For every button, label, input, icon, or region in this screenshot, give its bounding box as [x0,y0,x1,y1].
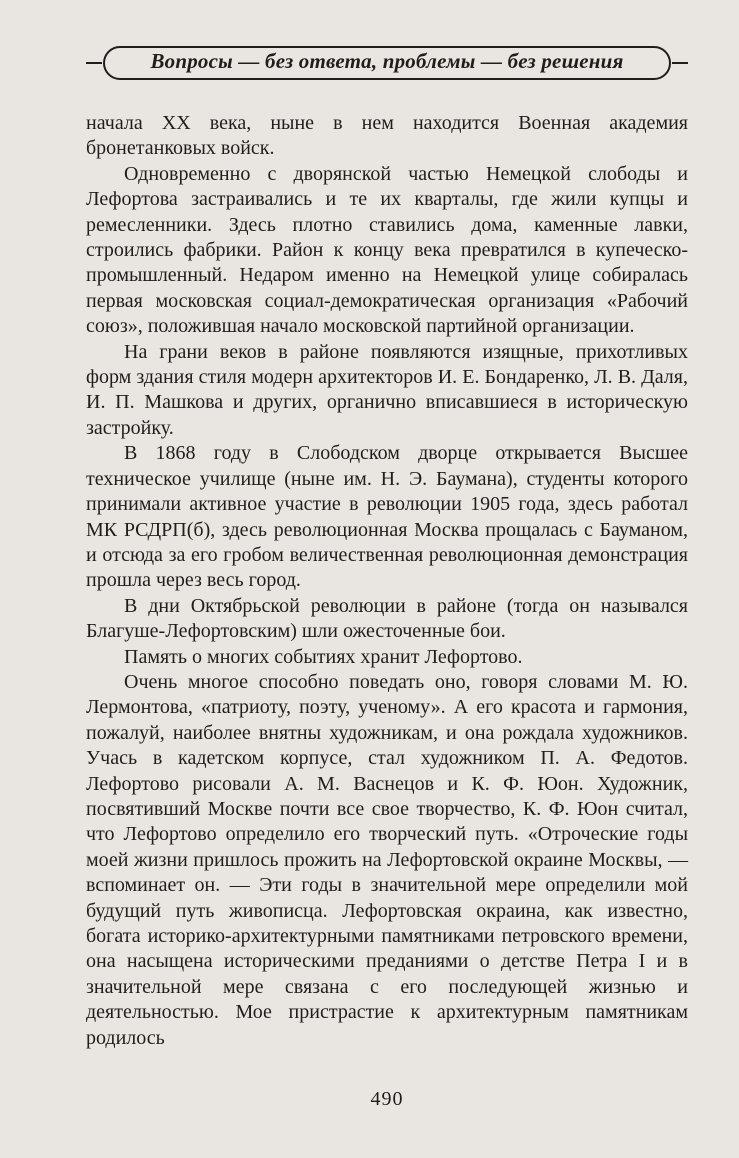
chapter-title: Вопросы — без ответа, проблемы — без решения [103,46,671,80]
body-paragraph: Одновременно с дворянской частью Немецкой слободы и Лефортова застраивались и те их кварталы, где жили купцы и ремесленники. Здесь плотно ставились дома, каменные лавки, строились фабрики. Район к концу века превратился в купеческо-промышленный. Недаром именно на Немецкой улице собиралась первая московская социал-демократическая организация «Рабочий союз», положившая начало московской партийной организации. [86,162,688,338]
running-head [86,46,688,80]
body-paragraph: В дни Октябрьской революции в районе (тогда он назывался Благуше-Лефортовским) шли ожесточенные бои. [86,594,688,643]
page-number: 490 [370,1088,404,1110]
header-rule-right [672,62,688,64]
book-page [86,46,688,1051]
body-paragraph: В 1868 году в Слободском дворце открывается Высшее техническое училище (ныне им. Н. Э. Баумана), студенты которого принимали активное участие в революции 1905 года, здесь работал МК РСДРП(б), здесь революционная Москва прощалась с Бауманом, и отсюда за его гробом величественная революционная демонстрация прошла через весь город. [86,442,688,592]
body-paragraph: начала XX века, ныне в нем находится Военная академия бронетанковых войск. [86,112,688,160]
header-rule-left [86,62,102,64]
body-text [86,111,688,1051]
body-paragraph: Очень многое способно поведать оно, говоря словами М. Ю. Лермонтова, «патриоту, поэту, ученому». А его красота и гармония, пожалуй, наиболее внятны художникам, и она рождала художников. Учась в кадетском корпусе, стал художником П. А. Федотов. Лефортово рисовали А. М. Васнецов и К. Ф. Юон. Художник, посвятивший Москве почти все свое творчество, К. Ф. Юон считал, что Лефортово определило его творческий путь. «Отроческие годы моей жизни пришлось прожить на Лефортовской окраине Москвы, — вспоминает он. — Эти годы в значительной мере определили мой будущий путь живописца. Лефортовская окраина, как известно, богата историко-архитектурными памятниками петровского времени, она насыщена историческими преданиями о детстве Петра I и в значительной мере связана с его последующей жизнью и деятельностью. Мое пристрастие к архитектурным памятникам родилось [86,670,688,1049]
body-paragraph: Память о многих событиях хранит Лефортово. [124,645,523,668]
body-paragraph: На грани веков в районе появляются изящные, прихотливых форм здания стиля модерн архитекторов И. Е. Бондаренко, Л. В. Даля, И. П. Машкова и других, органично вписавшиеся в историческую застройку. [86,340,688,439]
